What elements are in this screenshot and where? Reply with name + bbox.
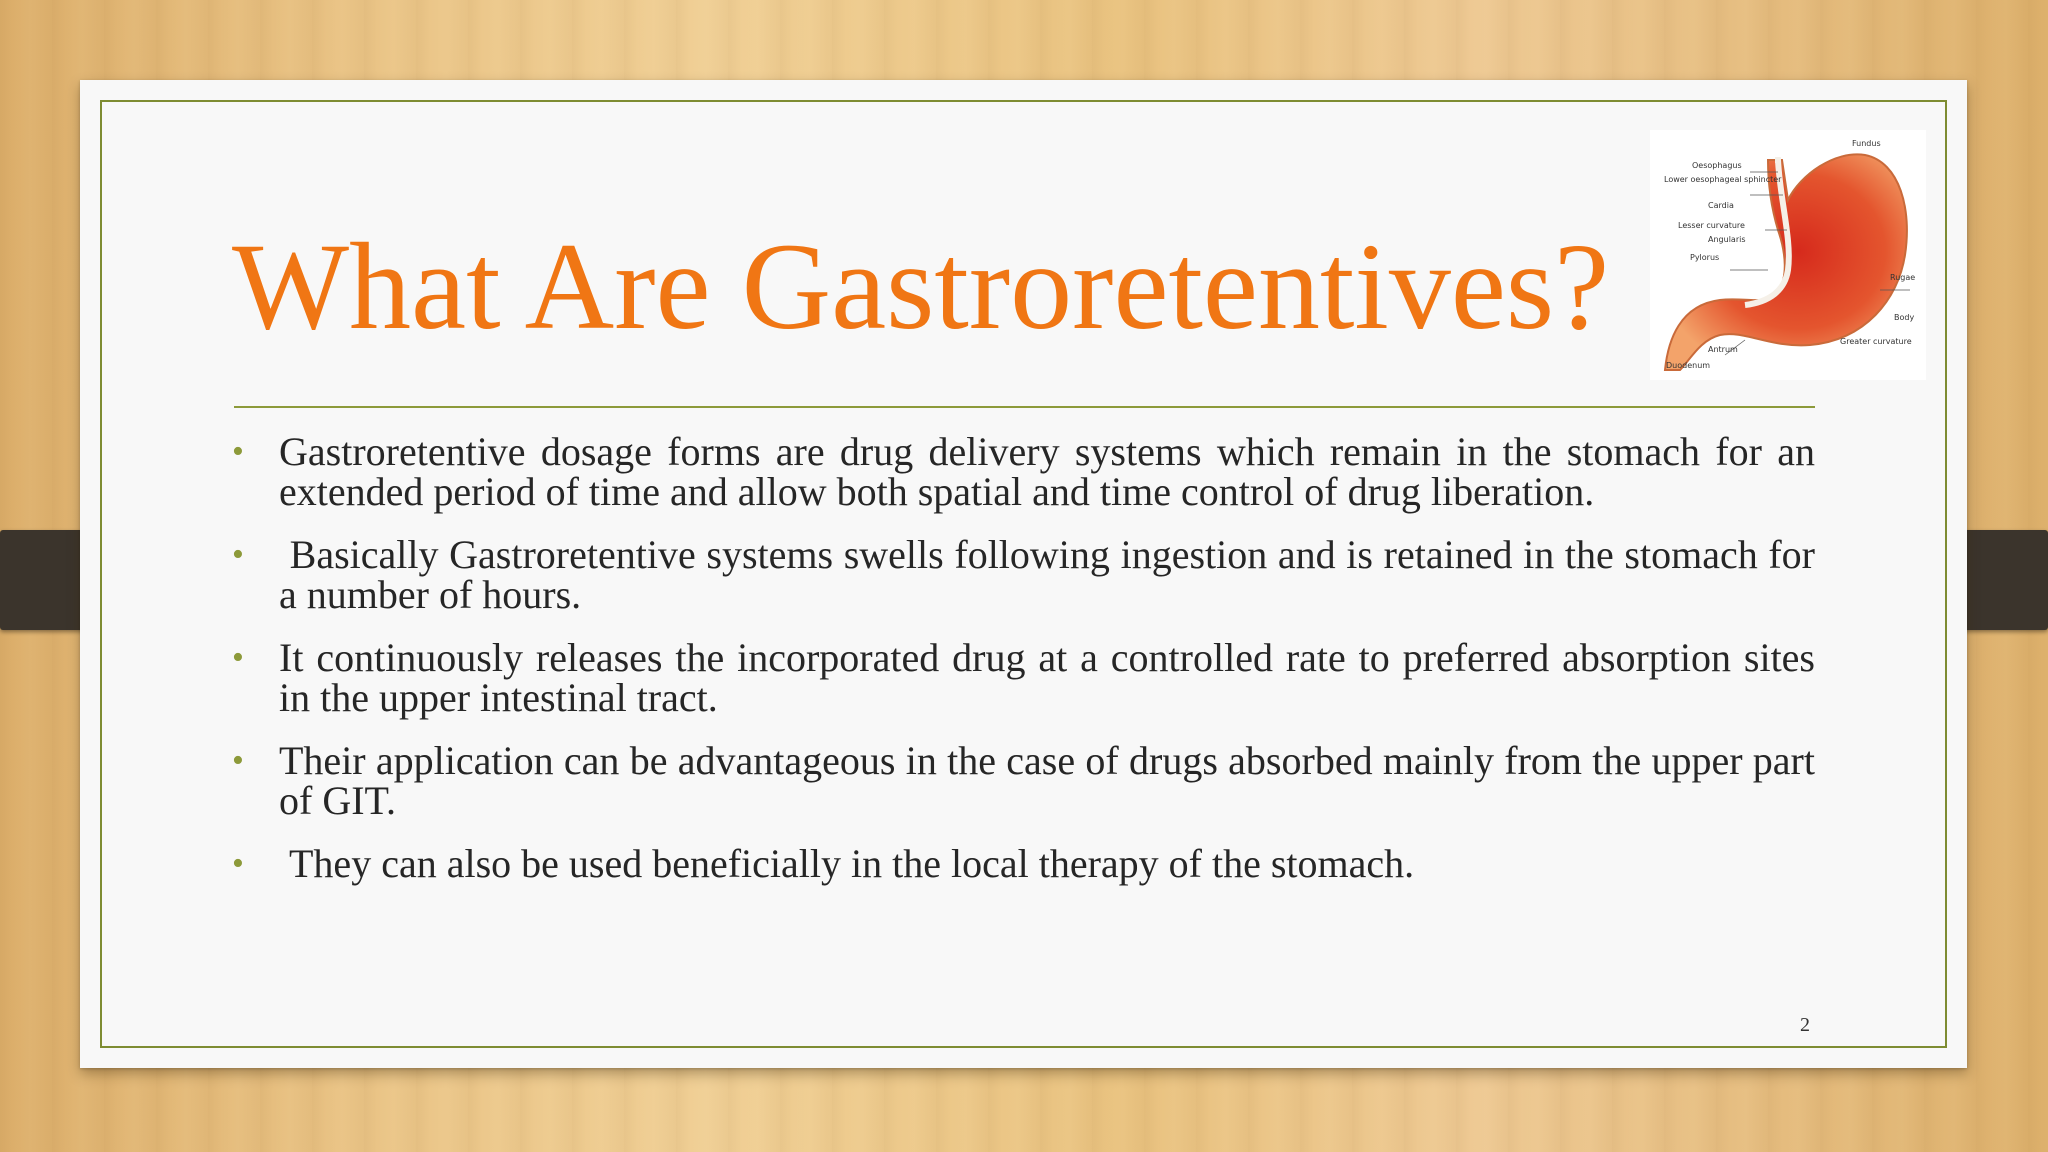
bullet-item — [232, 635, 1815, 720]
bullet-dot-icon: • — [232, 845, 244, 882]
label-cardia: Cardia — [1708, 201, 1734, 210]
bullet-text: They can also be used beneficially in the local therapy of the stomach. — [279, 841, 1415, 886]
label-duodenum: Duodenum — [1666, 361, 1711, 370]
label-angularis: Angularis — [1708, 235, 1746, 244]
stomach-anatomy-icon — [1650, 130, 1926, 380]
label-antrum: Antrum — [1708, 345, 1738, 354]
bullet-dot-icon: • — [232, 433, 244, 470]
label-body: Body — [1894, 313, 1915, 322]
bullet-item — [232, 429, 1815, 514]
bullet-dot-icon: • — [232, 742, 244, 779]
title-divider — [234, 406, 1815, 408]
bullet-dot-icon: • — [232, 639, 244, 676]
bullet-item — [232, 738, 1815, 823]
label-fundus: Fundus — [1852, 139, 1881, 148]
label-sphincter: Lower oesophageal sphincter — [1664, 175, 1782, 184]
slide-title: What Are Gastroretentives? — [232, 218, 1610, 355]
label-rugae: Rugae — [1890, 273, 1916, 282]
bullet-text: It continuously releases the incorporated drug at a controlled rate to preferred absorption sites in the upper intestinal tract. — [279, 635, 1815, 720]
bullet-text: Their application can be advantageous in the case of drugs absorbed mainly from the upper part of GIT. — [279, 738, 1815, 823]
label-greater-curvature: Greater curvature — [1840, 337, 1912, 346]
bullet-item — [232, 841, 1815, 886]
label-lesser-curvature: Lesser curvature — [1678, 221, 1745, 230]
bullet-text: Basically Gastroretentive systems swells following ingestion and is retained in the stomach for a number of hours. — [279, 532, 1825, 617]
bullet-dot-icon: • — [232, 536, 244, 573]
label-pylorus: Pylorus — [1690, 253, 1720, 262]
bullet-list — [232, 429, 1825, 907]
page-number: 2 — [1800, 1014, 1810, 1036]
bullet-item — [232, 532, 1825, 617]
label-oesophagus: Oesophagus — [1692, 161, 1742, 170]
bullet-text: Gastroretentive dosage forms are drug delivery systems which remain in the stomach for an extended period of time and allow both spatial and time control of drug liberation. — [279, 429, 1815, 514]
